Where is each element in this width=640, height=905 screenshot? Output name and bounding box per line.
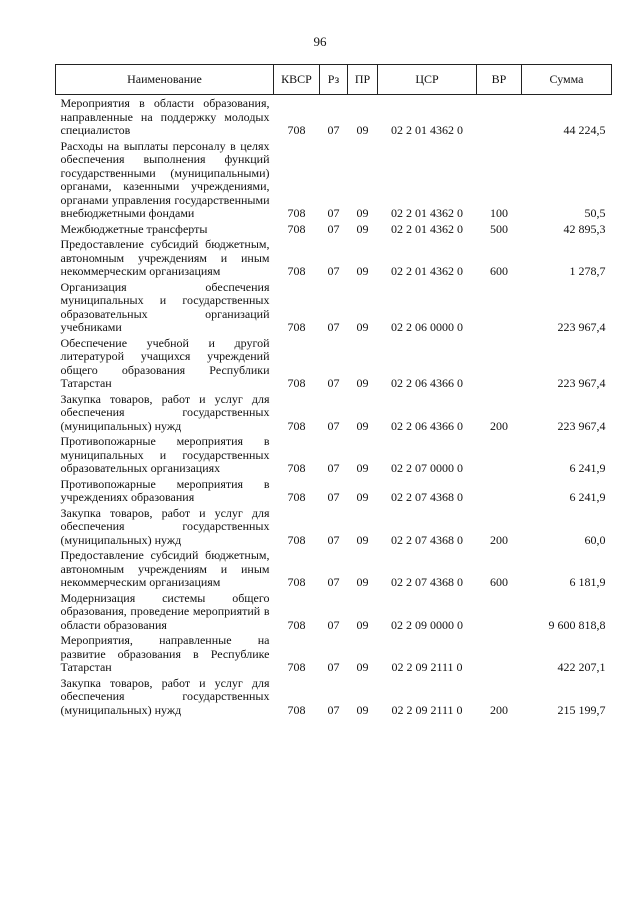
row-vr (477, 632, 522, 675)
row-csr: 02 2 01 4362 0 (391, 264, 463, 278)
row-rz: 07 (327, 461, 340, 475)
row-vr (477, 433, 522, 476)
row-csr: 02 2 09 0000 0 (391, 617, 463, 632)
row-pr: 09 (356, 206, 369, 220)
row-pr: 09 (356, 418, 369, 433)
row-kvsr: 708 (287, 123, 306, 137)
column-header-name: Наименование (56, 65, 274, 95)
column-header-sum: Сумма (522, 65, 612, 95)
row-csr: 02 2 01 4362 0 (391, 123, 463, 137)
row-vr (477, 279, 522, 335)
row-pr: 09 (356, 123, 369, 137)
row-name: Модернизация системы общего образования, проведение мероприятий в области образования (60, 590, 270, 632)
row-rz: 07 (327, 123, 340, 137)
row-kvsr: 708 (287, 418, 306, 433)
row-name: Мероприятия в области образования, направленные на поддержку молодых специалистов (60, 96, 270, 137)
row-rz: 07 (327, 264, 340, 278)
row-sum: 6 241,9 (569, 490, 606, 504)
row-csr: 02 2 07 4368 0 (391, 575, 463, 589)
table-row (56, 221, 612, 237)
row-kvsr: 708 (287, 575, 306, 589)
row-sum: 44 224,5 (563, 123, 606, 137)
table-row (56, 675, 612, 718)
row-sum: 223 967,4 (557, 376, 606, 390)
row-pr: 09 (356, 264, 369, 278)
row-sum: 223 967,4 (557, 418, 606, 433)
row-sum: 9 600 818,8 (548, 617, 606, 632)
row-kvsr: 708 (287, 461, 306, 475)
row-vr: 200 (490, 418, 508, 433)
row-kvsr: 708 (287, 532, 306, 547)
row-name: Закупка товаров, работ и услуг для обеспечения государственных (муниципальных) нужд (60, 391, 270, 433)
row-rz: 07 (327, 320, 340, 334)
table-row (56, 391, 612, 434)
row-csr: 02 2 06 4366 0 (391, 418, 463, 433)
table-row (56, 632, 612, 675)
table-row (56, 335, 612, 391)
row-name: Закупка товаров, работ и услуг для обеспечения государственных (муниципальных) нужд (60, 675, 270, 717)
row-name: Организация обеспечения муниципальных и государственных образовательных организаций учебниками (60, 279, 270, 334)
row-rz: 07 (327, 532, 340, 547)
row-kvsr: 708 (287, 702, 306, 717)
row-rz: 07 (327, 206, 340, 220)
row-vr (477, 335, 522, 391)
row-name: Противопожарные мероприятия в муниципальных и государственных образовательных организациях (60, 434, 270, 475)
table-row (56, 433, 612, 476)
row-name: Обеспечение учебной и другой литературой учащихся учреждений общего образования Республики Татарстан (60, 335, 270, 390)
row-pr: 09 (356, 221, 369, 236)
row-pr: 09 (356, 461, 369, 475)
row-csr: 02 2 06 0000 0 (391, 320, 463, 334)
row-sum: 6 241,9 (569, 461, 606, 475)
row-sum: 50,5 (584, 206, 606, 220)
row-csr: 02 2 01 4362 0 (391, 221, 463, 236)
row-name: Предоставление субсидий бюджетным, автономным учреждениям и иным некоммерческим организациям (60, 548, 270, 589)
table-row (56, 95, 612, 138)
table-row (56, 547, 612, 590)
row-vr (477, 476, 522, 505)
table-row (56, 236, 612, 279)
row-kvsr: 708 (287, 660, 306, 674)
row-vr (477, 95, 522, 138)
row-name: Закупка товаров, работ и услуг для обеспечения государственных (муниципальных) нужд (60, 505, 270, 547)
row-pr: 09 (356, 575, 369, 589)
row-rz: 07 (327, 617, 340, 632)
table-header (56, 65, 612, 95)
row-vr: 200 (490, 532, 508, 547)
row-vr: 500 (490, 221, 508, 236)
row-name: Мероприятия, направленные на развитие образования в Республике Татарстан (60, 633, 270, 674)
row-vr: 200 (490, 702, 508, 717)
row-rz: 07 (327, 490, 340, 504)
table-body (56, 95, 612, 718)
row-vr: 600 (490, 264, 508, 278)
row-pr: 09 (356, 376, 369, 390)
column-header-kvsr: КВСР (274, 65, 320, 95)
row-name: Расходы на выплаты персоналу в целях обеспечения выполнения функций государственными (муниципальными) органами, казенными учреждениями, органами управления государственными внебюджетными фондами (60, 138, 270, 220)
row-csr: 02 2 07 0000 0 (391, 461, 463, 475)
row-sum: 6 181,9 (569, 575, 606, 589)
table-row (56, 590, 612, 633)
row-pr: 09 (356, 617, 369, 632)
row-sum: 42 895,3 (563, 221, 606, 236)
column-header-pr: ПР (348, 65, 378, 95)
row-sum: 1 278,7 (569, 264, 606, 278)
row-vr (477, 590, 522, 633)
row-kvsr: 708 (287, 490, 306, 504)
row-name: Предоставление субсидий бюджетным, автономным учреждениям и иным некоммерческим организациям (60, 237, 270, 278)
row-csr: 02 2 07 4368 0 (391, 490, 463, 504)
row-kvsr: 708 (287, 320, 306, 334)
row-rz: 07 (327, 221, 340, 236)
row-csr: 02 2 07 4368 0 (391, 532, 463, 547)
row-sum: 422 207,1 (557, 660, 606, 674)
row-sum: 60,0 (584, 532, 606, 547)
page-number: 96 (313, 34, 327, 49)
row-pr: 09 (356, 702, 369, 717)
row-pr: 09 (356, 532, 369, 547)
row-kvsr: 708 (287, 264, 306, 278)
row-vr: 600 (490, 575, 508, 589)
row-sum: 223 967,4 (557, 320, 606, 334)
row-csr: 02 2 01 4362 0 (391, 206, 463, 220)
column-header-csr: ЦСР (378, 65, 477, 95)
row-name: Противопожарные мероприятия в учреждениях образования (60, 476, 270, 504)
row-kvsr: 708 (287, 617, 306, 632)
row-rz: 07 (327, 575, 340, 589)
budget-table (55, 64, 612, 717)
row-pr: 09 (356, 660, 369, 674)
row-rz: 07 (327, 418, 340, 433)
column-header-rz: Рз (320, 65, 348, 95)
row-csr: 02 2 06 4366 0 (391, 376, 463, 390)
row-kvsr: 708 (287, 221, 306, 236)
table-row (56, 505, 612, 548)
column-header-vr: ВР (477, 65, 522, 95)
row-rz: 07 (327, 660, 340, 674)
row-vr: 100 (490, 206, 508, 220)
row-rz: 07 (327, 702, 340, 717)
row-kvsr: 708 (287, 206, 306, 220)
table-row (56, 138, 612, 221)
row-csr: 02 2 09 2111 0 (391, 702, 463, 717)
table-row (56, 476, 612, 505)
table-row (56, 279, 612, 335)
row-csr: 02 2 09 2111 0 (391, 660, 463, 674)
row-name: Межбюджетные трансферты (60, 221, 208, 236)
row-pr: 09 (356, 490, 369, 504)
row-sum: 215 199,7 (557, 702, 606, 717)
row-pr: 09 (356, 320, 369, 334)
row-rz: 07 (327, 376, 340, 390)
row-kvsr: 708 (287, 376, 306, 390)
